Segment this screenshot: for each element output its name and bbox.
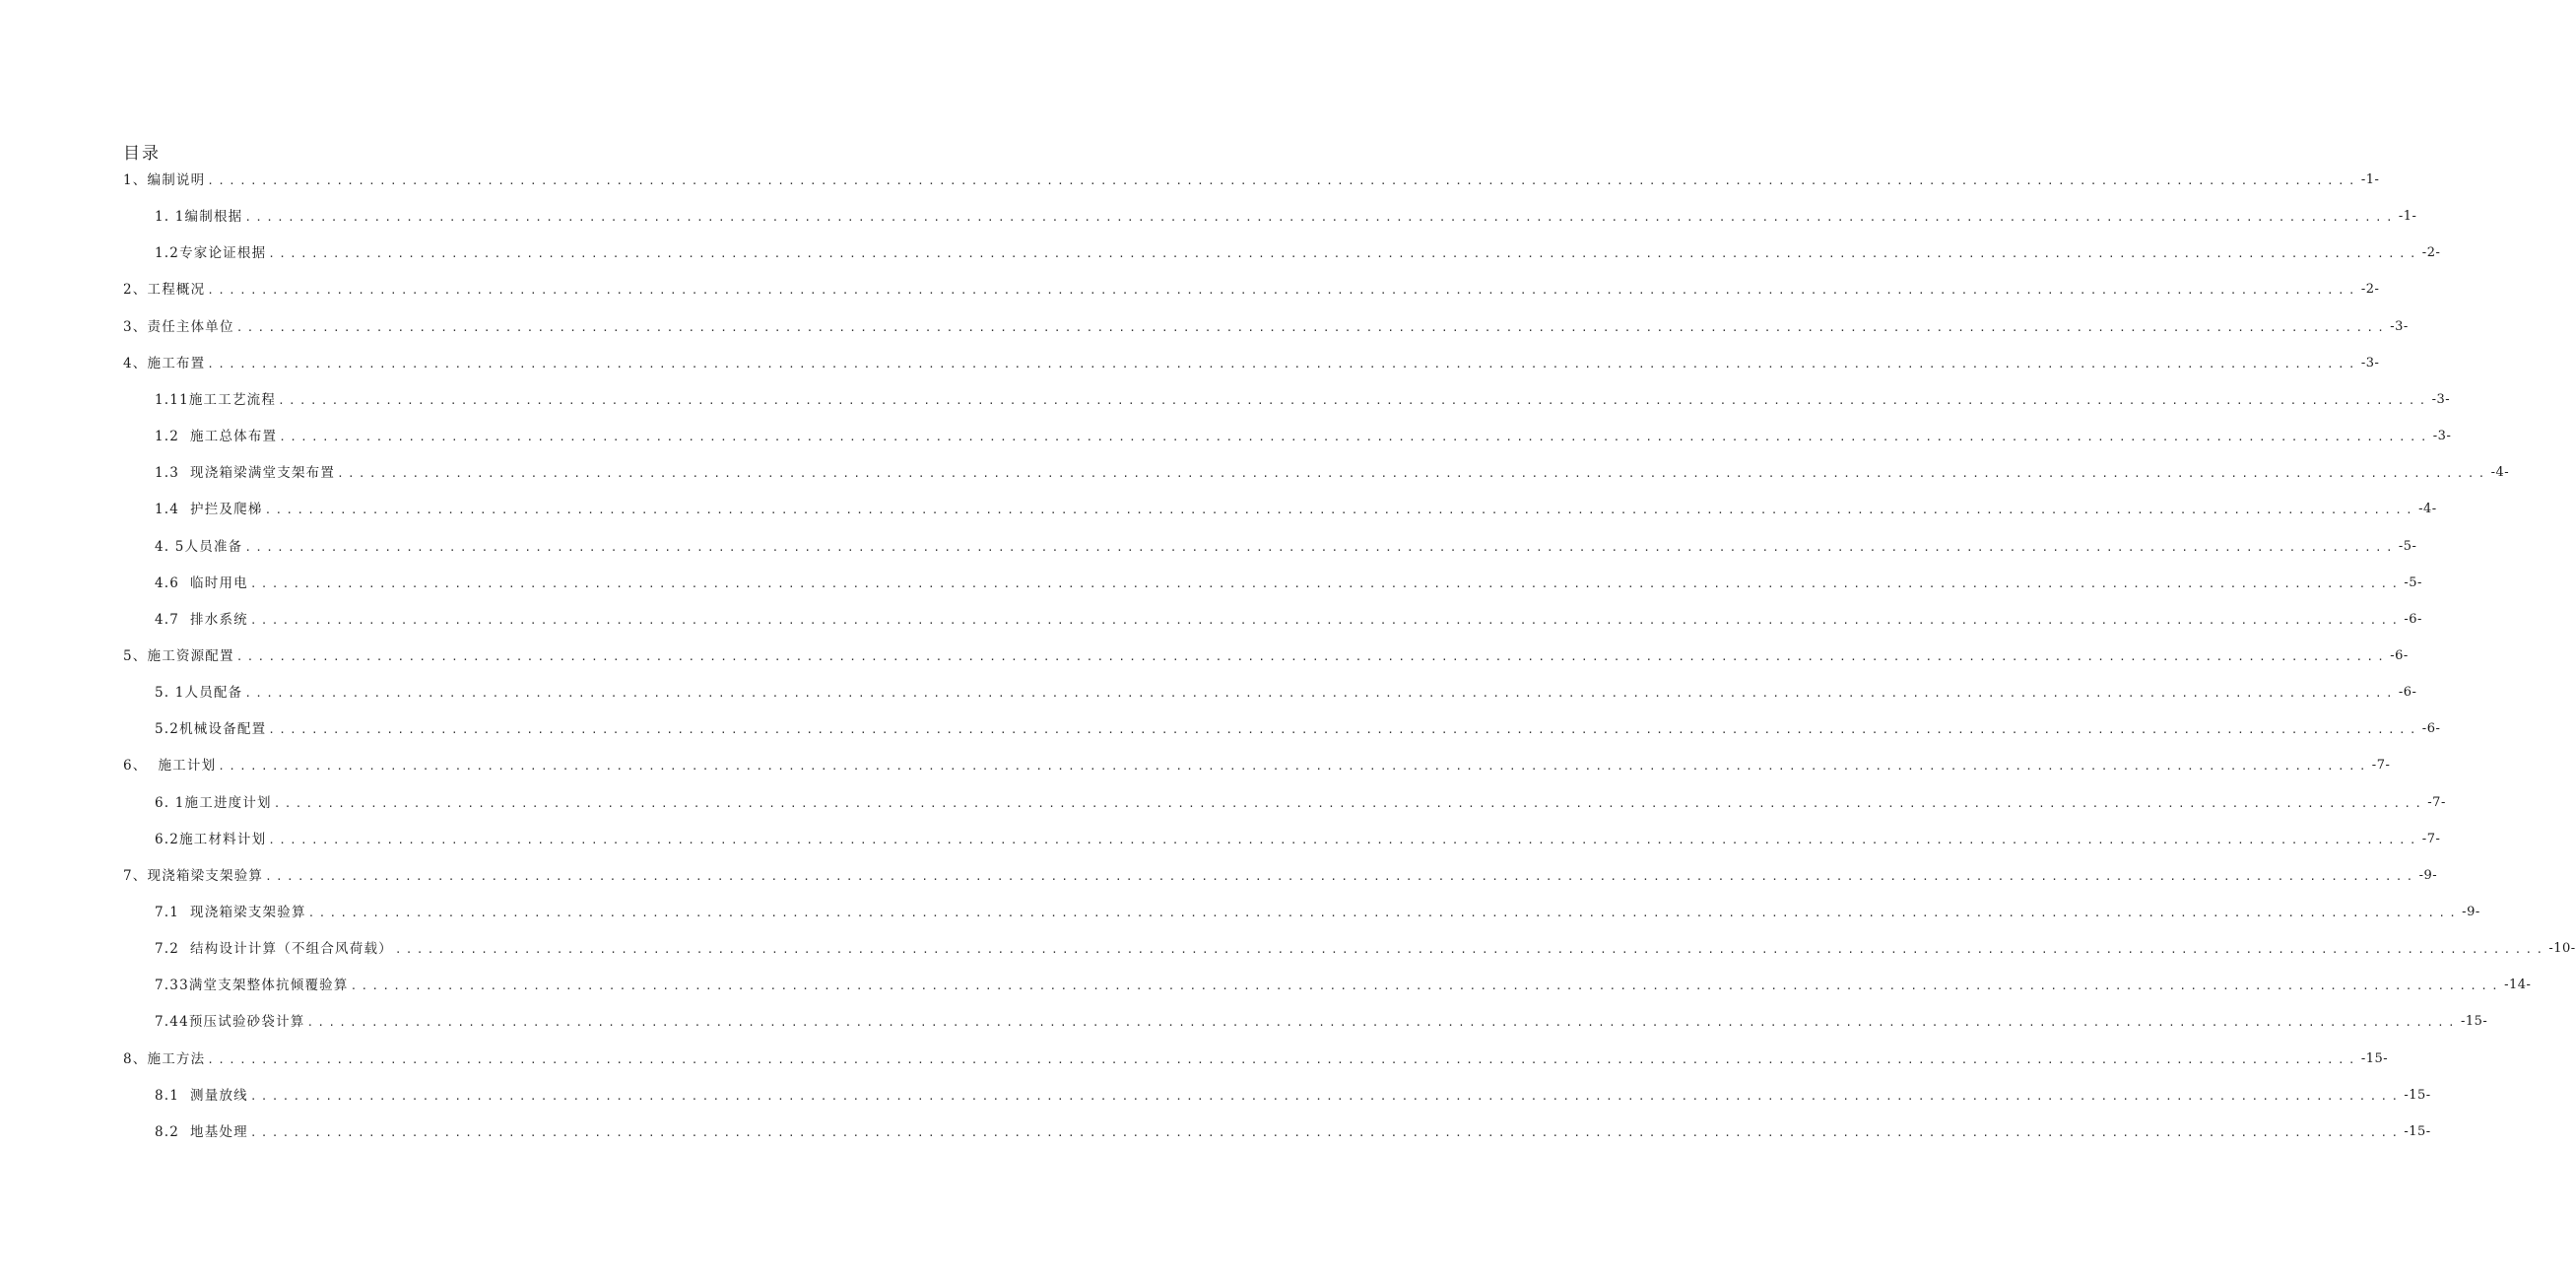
toc-entry-label: 6.2施工材料计划 xyxy=(155,831,267,847)
toc-page-number: -2- xyxy=(2421,245,2441,261)
toc-entry[interactable] xyxy=(155,1086,2431,1106)
toc-entry[interactable] xyxy=(155,610,2422,630)
toc-page-number: -6- xyxy=(2398,685,2417,701)
toc-leader-dots: ........................................................................................................................................................................................................ xyxy=(249,1125,2403,1139)
toc-entry-label: 4. 5人员准备 xyxy=(155,538,243,555)
toc-entry[interactable] xyxy=(155,1012,2488,1032)
toc-leader-dots: ........................................................................................................................................................................................................ xyxy=(218,760,2370,774)
toc-entry-label: 7.1 现浇箱梁支架验算 xyxy=(155,905,306,920)
toc-page-number: -7- xyxy=(2421,831,2441,846)
toc-leader-dots: ........................................................................................................................................................................................................ xyxy=(244,540,2397,554)
toc-page-number: -9- xyxy=(2462,905,2480,919)
toc-entry[interactable] xyxy=(155,939,2576,959)
toc-page-number: -10- xyxy=(2548,941,2576,957)
toc-entry-label: 7.2 结构设计计算（不组合风荷载） xyxy=(155,941,393,958)
toc-page-number: -14- xyxy=(2504,978,2532,993)
toc-entry-label: 1.2专家论证根据 xyxy=(155,245,267,262)
toc-entry[interactable] xyxy=(155,793,2446,813)
toc-leader-dots: ........................................................................................................................................................................................................ xyxy=(278,393,2430,407)
toc-leader-dots: ........................................................................................................................................................................................................ xyxy=(279,431,2431,444)
toc-page-number: -3- xyxy=(2432,429,2452,444)
toc-entry-label: 7.44预压试验砂袋计算 xyxy=(155,1014,305,1031)
toc-page-number: -3- xyxy=(2390,318,2409,334)
toc-leader-dots: ........................................................................................................................................................................................................ xyxy=(207,357,2359,371)
toc-leader-dots: ........................................................................................................................................................................................................ xyxy=(268,723,2420,737)
toc-entry-label: 5.2机械设备配置 xyxy=(155,721,267,738)
toc-entry[interactable] xyxy=(155,683,2417,703)
toc-entry[interactable] xyxy=(123,354,2380,373)
toc-entry[interactable] xyxy=(155,463,2510,483)
toc-leader-dots: ........................................................................................................................................................................................................ xyxy=(268,833,2420,846)
toc-page-number: -6- xyxy=(2390,647,2409,663)
toc-entry[interactable] xyxy=(155,719,2441,739)
toc-entry-label: 4.7 排水系统 xyxy=(155,611,248,628)
toc-entry-label: 4、施工布置 xyxy=(123,355,206,371)
toc-page-number: -4- xyxy=(2418,502,2437,517)
toc-leader-dots: ........................................................................................................................................................................................................ xyxy=(268,247,2420,261)
toc-entry[interactable] xyxy=(155,243,2441,263)
toc-entry-label: 1. 1编制根据 xyxy=(155,209,243,226)
toc-leader-dots: ........................................................................................................................................................................................................ xyxy=(350,979,2503,993)
toc-page-number: -3- xyxy=(2360,355,2380,371)
toc-page-number: -15- xyxy=(2360,1050,2389,1066)
toc-entry[interactable] xyxy=(155,537,2417,557)
toc-entry-label: 7、现浇箱梁支架验算 xyxy=(123,867,264,884)
toc-entry-label: 8.1 测量放线 xyxy=(155,1087,248,1104)
toc-page-number: -7- xyxy=(2427,794,2446,810)
toc-leader-dots: ........................................................................................................................................................................................................ xyxy=(307,907,2461,919)
toc-leader-dots: ........................................................................................................................................................................................................ xyxy=(235,649,2389,663)
toc-entry-label: 5. 1人员配备 xyxy=(155,685,243,702)
toc-page-number: -15- xyxy=(2404,1123,2431,1139)
toc-leader-dots: ........................................................................................................................................................................................................ xyxy=(235,320,2389,334)
toc-entry-label: 6. 1施工进度计划 xyxy=(155,794,272,811)
toc-entry-label: 4.6 临时用电 xyxy=(155,574,248,591)
toc-entry[interactable] xyxy=(155,390,2451,410)
toc-entry[interactable] xyxy=(155,830,2441,849)
toc-leader-dots: ........................................................................................................................................................................................................ xyxy=(244,687,2397,701)
toc-entry[interactable] xyxy=(123,280,2380,300)
toc-page-number: -15- xyxy=(2404,1087,2431,1103)
toc-leader-dots: ........................................................................................................................................................................................................ xyxy=(249,576,2403,590)
toc-entry[interactable] xyxy=(155,427,2452,446)
toc-page-number: -3- xyxy=(2431,391,2451,407)
toc-leader-dots: ........................................................................................................................................................................................................ xyxy=(273,796,2426,810)
toc-entry-label: 1.3 现浇箱梁满堂支架布置 xyxy=(155,465,336,482)
toc-leader-dots: ........................................................................................................................................................................................................ xyxy=(207,174,2359,187)
toc-leader-dots: ........................................................................................................................................................................................................ xyxy=(249,613,2403,627)
toc-entry-label: 5、施工资源配置 xyxy=(123,647,234,664)
toc-entry[interactable] xyxy=(123,866,2438,886)
toc-page-number: -15- xyxy=(2460,1014,2488,1030)
toc-entry-label: 2、工程概况 xyxy=(123,282,206,299)
toc-entry-label: 6、 施工计划 xyxy=(123,758,217,775)
toc-leader-dots: ........................................................................................................................................................................................................ xyxy=(265,869,2417,883)
toc-entry-label: 8.2 地基处理 xyxy=(155,1123,248,1140)
toc-page-number: -6- xyxy=(2421,721,2441,737)
toc-leader-dots: ........................................................................................................................................................................................................ xyxy=(244,211,2397,225)
toc-page-number: -4- xyxy=(2490,465,2510,481)
toc-leader-dots: ........................................................................................................................................................................................................ xyxy=(207,1052,2359,1066)
toc-page-number: -5- xyxy=(2404,574,2422,590)
toc-entry[interactable] xyxy=(123,317,2409,337)
toc-title: 目录 xyxy=(123,144,161,164)
toc-leader-dots: ........................................................................................................................................................................................................ xyxy=(394,943,2547,957)
toc-entry-label: 7.33满堂支架整体抗倾覆验算 xyxy=(155,978,349,994)
toc-page-number: -7- xyxy=(2371,758,2391,774)
toc-entry-label: 1、编制说明 xyxy=(123,172,206,188)
toc-leader-dots: ........................................................................................................................................................................................................ xyxy=(264,504,2417,517)
toc-page-number: -9- xyxy=(2418,867,2438,883)
toc-entry[interactable] xyxy=(155,976,2532,995)
toc-entry[interactable] xyxy=(155,903,2480,922)
toc-entry[interactable] xyxy=(123,756,2391,776)
toc-entry-label: 8、施工方法 xyxy=(123,1050,206,1067)
toc-leader-dots: ........................................................................................................................................................................................................ xyxy=(207,284,2359,298)
toc-leader-dots: ........................................................................................................................................................................................................ xyxy=(249,1089,2403,1103)
toc-entry[interactable] xyxy=(155,1122,2431,1142)
toc-entry[interactable] xyxy=(155,500,2437,519)
toc-page-number: -6- xyxy=(2404,611,2422,627)
toc-entry[interactable] xyxy=(123,646,2409,666)
toc-page-number: -1- xyxy=(2360,172,2380,187)
toc-page-number: -2- xyxy=(2360,282,2380,298)
toc-entry[interactable] xyxy=(123,170,2380,190)
toc-leader-dots: ........................................................................................................................................................................................................ xyxy=(306,1016,2459,1030)
toc-page-number: -5- xyxy=(2398,538,2417,554)
toc-leader-dots: ........................................................................................................................................................................................................ xyxy=(337,467,2489,481)
toc-entry-label: 3、责任主体单位 xyxy=(123,318,234,335)
toc-entry-label: 1.4 护拦及爬梯 xyxy=(155,502,263,518)
toc-entry-label: 1.2 施工总体布置 xyxy=(155,429,278,445)
toc-entry[interactable] xyxy=(123,1049,2389,1069)
toc-page-number: -1- xyxy=(2398,209,2417,225)
toc-entry-label: 1.11施工工艺流程 xyxy=(155,391,277,408)
toc-entry[interactable] xyxy=(155,574,2422,593)
toc-entry[interactable] xyxy=(155,207,2417,227)
